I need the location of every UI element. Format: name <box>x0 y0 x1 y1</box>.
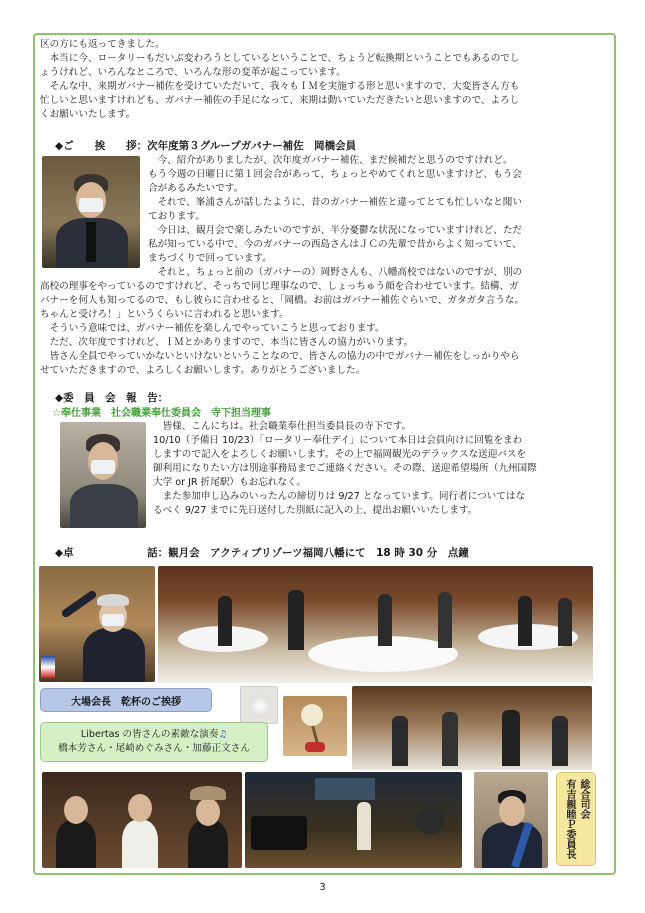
committee-subheading: ☆奉仕事業 社会職業奉仕委員会 寺下担当理事 <box>52 408 271 419</box>
takuwa-heading: ◆卓 話：観月会 アクティブリゾーツ福岡八幡にて 18 時 30 分 点鐘 <box>55 547 469 559</box>
mc-photo <box>474 772 548 868</box>
music-caption-line2: 橋本芳さん・尾崎めぐみさん・加藤正文さん <box>58 743 250 754</box>
mc-caption: 総合司会 有吉親睦Ｐ委員長 <box>556 772 596 866</box>
microphone-icon <box>86 222 96 262</box>
greeting-line: 合があるみたいです。 <box>148 183 244 194</box>
committee-line: るべく 9/27 までに先日送付した別紙に記入の上、提出お願いいたします。 <box>153 505 478 516</box>
guests-mingling-photo <box>352 686 592 770</box>
intro-line: ょうけれど、いろんなところで、いろんな形の変革が起こっています。 <box>40 67 346 78</box>
committee-speaker-photo <box>60 422 146 528</box>
banquet-hall-photo <box>158 566 593 683</box>
moon-photo <box>240 686 278 724</box>
music-note-icon: ♫ <box>218 729 228 740</box>
intro-line: 本当に今、ロータリーもだいぶ変わろうとしているということで、ちょうど転換期ということでもあるのでし <box>40 53 520 64</box>
greeting-line: 今、紹介がありましたが、次年度ガバナー補佐、まだ候補だと思うのですけれど。 <box>148 155 513 166</box>
intro-line: 忙しいと思いますけれども、ガバナー補佐の手足になって、来期は動いていただきたいと思いますので、よろし <box>40 95 520 106</box>
committee-line: 大学 or JR 折尾駅）もお忘れなく。 <box>153 477 306 488</box>
performers-photo <box>42 772 242 868</box>
committee-line: 御利用になりたい方は別途事務局までご連絡ください。その際、送迎希望場所（九州国際 <box>153 463 537 474</box>
committee-line: 10/10（予備日 10/23）「ロータリー奉仕デイ」について本日は会員向けに回覧をまわ <box>153 435 523 446</box>
committee-heading: ◆委 員 会 報 告： <box>55 392 169 404</box>
committee-line: しますので記入をよろしくお願いします。その上で福岡観光のデラックスな送迎バスを <box>153 449 527 460</box>
greeting-line: バナーを何人も知ってるので、もし彼らに言わせると、「岡橋。お前はガバナー補佐ぐらいで、ガタガタ言うな。 <box>40 295 525 306</box>
flower-arrangement-photo <box>283 696 347 756</box>
greeting-line: ちゃんと受けろ！」というくらいに言われると思います。 <box>40 309 289 320</box>
intro-line: くお願いいたします。 <box>40 109 136 120</box>
greeting-line: 今日は、観月会で楽しみたいのですが、半分憂鬱な状況になっていますけれど、ただ <box>148 225 523 236</box>
greeting-heading: ◆ご 挨 拶：次年度第３グループガバナー補佐 岡橋会員 <box>55 140 357 152</box>
greeting-speaker-photo <box>42 156 140 268</box>
greeting-line: まちづくりで回っています。 <box>148 253 272 264</box>
greeting-line: もう今週の日曜日に第１回会合があって、ちょっとやめてくれと思いますけど、もう会 <box>148 169 522 180</box>
greeting-line: それと、ちょっと前の（ガバナーの）岡野さんも、八幡高校ではないのですが、別の <box>148 267 523 278</box>
concert-stage-photo <box>245 772 462 868</box>
page-number: 3 <box>319 882 326 893</box>
music-caption-line1: Libertas の皆さんの素敵な演奏 <box>80 729 219 740</box>
chairman-toast-photo <box>39 566 155 682</box>
committee-line: 皆様、こんにちは。社会職業奉仕担当委員長の寺下です。 <box>153 421 412 432</box>
piano-icon <box>251 816 307 850</box>
greeting-line: せていただきますので、よろしくお願いします。ありがとうございました。 <box>40 365 366 376</box>
committee-line: また参加申し込みのいったんの締切りは 9/27 となっています。同行者についてはな <box>153 491 526 502</box>
greeting-line: 高校の理事をやっているのですけれど、そっちで同じ理事なので、しょっちゅう顔を合わせています。結構、ガ <box>40 281 519 292</box>
drum-icon <box>415 808 445 834</box>
intro-line: そんな中、来期ガバナー補佐を受けていただいて、我々もＩＭを実施する形と思いますので、大変皆さん方も <box>40 81 520 92</box>
greeting-line: それで、峯浦さんが話したように、昔のガバナー補佐と違ってとても忙しいなと聞い <box>148 197 522 208</box>
greeting-line: 皆さん全員でやっていかないといけないということなので、皆さんの協力の中でガバナー補佐をしっかりやら <box>40 351 520 362</box>
greeting-line: ております。 <box>148 211 205 222</box>
greeting-line: ただ、次年度ですけれど、ＩＭとかありますので、本当に皆さんの協力がいります。 <box>40 337 414 348</box>
greeting-line: 私が知っている中で、今のガバナーの西島さんはＪＣの先輩で昔からよく知っていて、 <box>148 239 522 250</box>
music-caption <box>40 722 268 762</box>
greeting-line: そういう意味では、ガバナー補佐を楽しんでやっていこうと思っております。 <box>40 323 385 334</box>
toast-caption: 大場会長 乾杯のご挨拶 <box>40 688 212 712</box>
intro-line: 区の方にも返ってきました。 <box>40 39 165 50</box>
